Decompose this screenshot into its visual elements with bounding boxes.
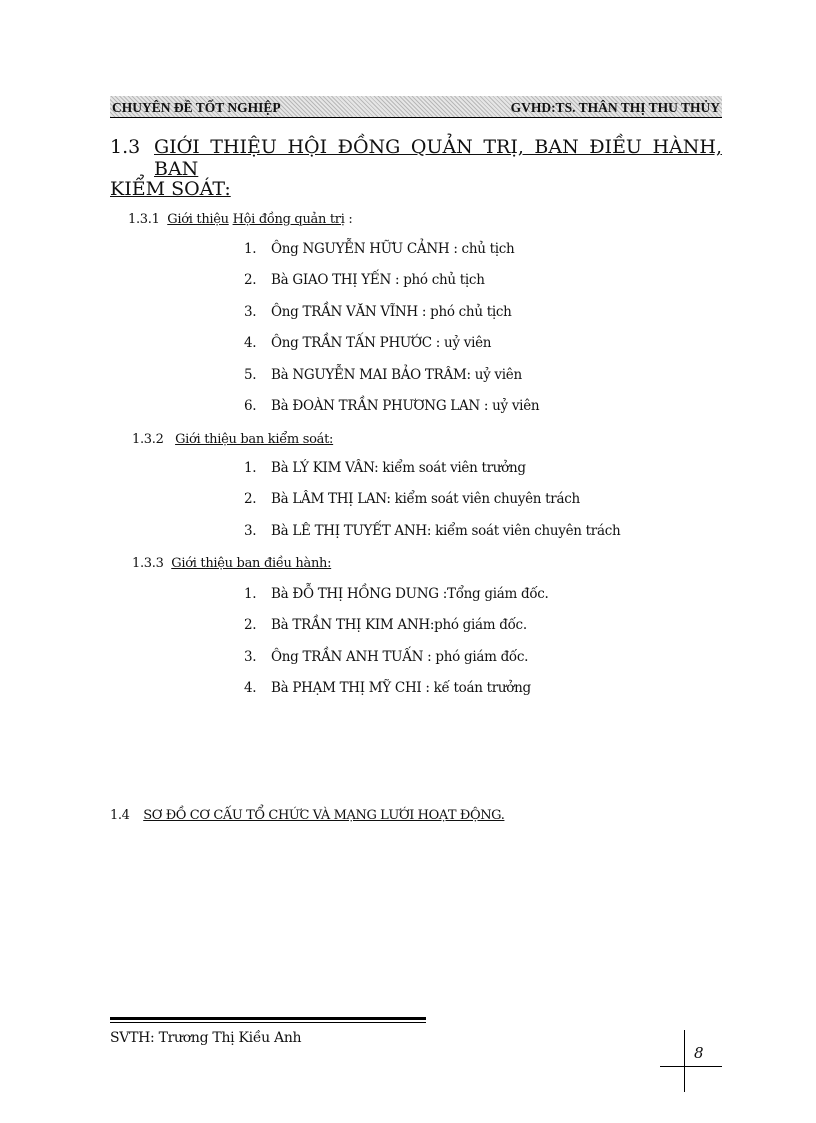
item-number: 1. bbox=[244, 460, 257, 476]
subsection-number: 1.3.1 bbox=[128, 212, 160, 227]
item-number: 2. bbox=[244, 617, 257, 634]
item-text: Bà ĐOÀN TRẦN PHƯƠNG LAN : uỷ viên bbox=[271, 397, 540, 414]
list-item bbox=[244, 303, 539, 334]
item-text: Bà ĐỖ THỊ HỒNG DUNG :Tổng giám đốc. bbox=[271, 586, 549, 602]
list-item bbox=[244, 585, 549, 616]
list-item bbox=[244, 397, 539, 428]
header-left-title: CHUYÊN ĐỀ TỐT NGHIỆP bbox=[112, 100, 281, 115]
section-1-4-heading bbox=[110, 808, 504, 823]
list-item bbox=[244, 240, 539, 271]
page-number: 8 bbox=[694, 1044, 704, 1062]
item-number: 2. bbox=[244, 272, 257, 289]
item-number: 1. bbox=[244, 241, 257, 257]
item-text: Bà TRẦN THỊ KIM ANH:phó giám đốc. bbox=[271, 617, 527, 634]
list-item bbox=[244, 366, 539, 397]
item-number: 3. bbox=[244, 522, 257, 539]
item-text: Bà LÂM THỊ LAN: kiểm soát viên chuyên trách bbox=[271, 491, 580, 508]
section-1-4-title: SƠ ĐỒ CƠ CẤU TỔ CHỨC VÀ MẠNG LƯỚI HOẠT ĐỘNG. bbox=[143, 808, 505, 823]
section-1-4-number: 1.4 bbox=[110, 808, 130, 823]
subsection-label-main: Hội đồng quản trị bbox=[232, 212, 345, 227]
item-number: 4. bbox=[244, 335, 257, 352]
item-text: Ông TRẦN VĂN VĨNH : phó chủ tịch bbox=[271, 303, 512, 320]
item-text: Bà LÝ KIM VÂN: kiểm soát viên trưởng bbox=[271, 460, 526, 476]
list-item bbox=[244, 648, 549, 679]
page-number-cross-vertical bbox=[684, 1030, 685, 1092]
section-1-3-title-line2: KIỂM SOÁT: bbox=[110, 178, 231, 200]
list-item bbox=[244, 679, 549, 710]
item-text: Bà GIAO THỊ YẾN : phó chủ tịch bbox=[271, 272, 485, 289]
list-item bbox=[244, 459, 620, 490]
subsection-label-prefix: Giới thiệu bbox=[167, 212, 229, 227]
item-text: Ông TRẦN ANH TUẤN : phó giám đốc. bbox=[271, 648, 529, 665]
subsection-1-3-3 bbox=[132, 556, 331, 572]
item-text: Bà LÊ THỊ TUYẾT ANH: kiểm soát viên chuyên trách bbox=[271, 522, 621, 539]
footer-student-name: SVTH: Trương Thị Kiều Anh bbox=[110, 1030, 302, 1046]
subsection-number: 1.3.2 bbox=[132, 432, 164, 447]
subsection-1-3-1 bbox=[128, 212, 353, 228]
subsection-label: Giới thiệu ban kiểm soát: bbox=[175, 432, 334, 447]
subsection-label-suffix: : bbox=[344, 212, 353, 227]
subsection-number: 1.3.3 bbox=[132, 556, 164, 571]
item-text: Bà PHẠM THỊ MỸ CHI : kế toán trưởng bbox=[271, 680, 531, 697]
page-number-cross-horizontal bbox=[660, 1066, 722, 1067]
item-number: 6. bbox=[244, 397, 257, 414]
item-number: 5. bbox=[244, 366, 257, 383]
subsection-label: Giới thiệu ban điều hành: bbox=[171, 556, 332, 571]
item-number: 3. bbox=[244, 303, 257, 320]
footer-rule-thick bbox=[110, 1017, 426, 1020]
item-number: 2. bbox=[244, 491, 257, 508]
item-text: Ông TRẦN TẤN PHƯỚC : uỷ viên bbox=[271, 335, 492, 352]
item-number: 3. bbox=[244, 648, 257, 665]
item-text: Bà NGUYỄN MAI BẢO TRÂM: uỷ viên bbox=[271, 366, 522, 383]
section-1-3-title-line1: GIỚI THIỆU HỘI ĐỒNG QUẢN TRỊ, BAN ĐIỀU HÀNH, BAN bbox=[154, 136, 722, 180]
item-number: 4. bbox=[244, 680, 257, 697]
footer-rule-thin bbox=[110, 1022, 426, 1023]
list-item bbox=[244, 490, 620, 521]
page-header bbox=[110, 96, 722, 118]
board-members-list bbox=[244, 240, 539, 428]
section-1-3-number: 1.3 bbox=[110, 136, 141, 158]
executive-board-list bbox=[244, 585, 549, 711]
section-1-3-heading bbox=[110, 136, 722, 180]
list-item bbox=[244, 616, 549, 647]
item-text: Ông NGUYỄN HỮU CẢNH : chủ tịch bbox=[271, 241, 515, 257]
subsection-1-3-2 bbox=[132, 432, 333, 448]
list-item bbox=[244, 271, 539, 302]
supervisory-board-list bbox=[244, 459, 620, 553]
list-item bbox=[244, 522, 620, 553]
header-right-advisor: GVHD:TS. THÂN THỊ THU THỦY bbox=[510, 100, 720, 115]
item-number: 1. bbox=[244, 586, 257, 602]
list-item bbox=[244, 334, 539, 365]
